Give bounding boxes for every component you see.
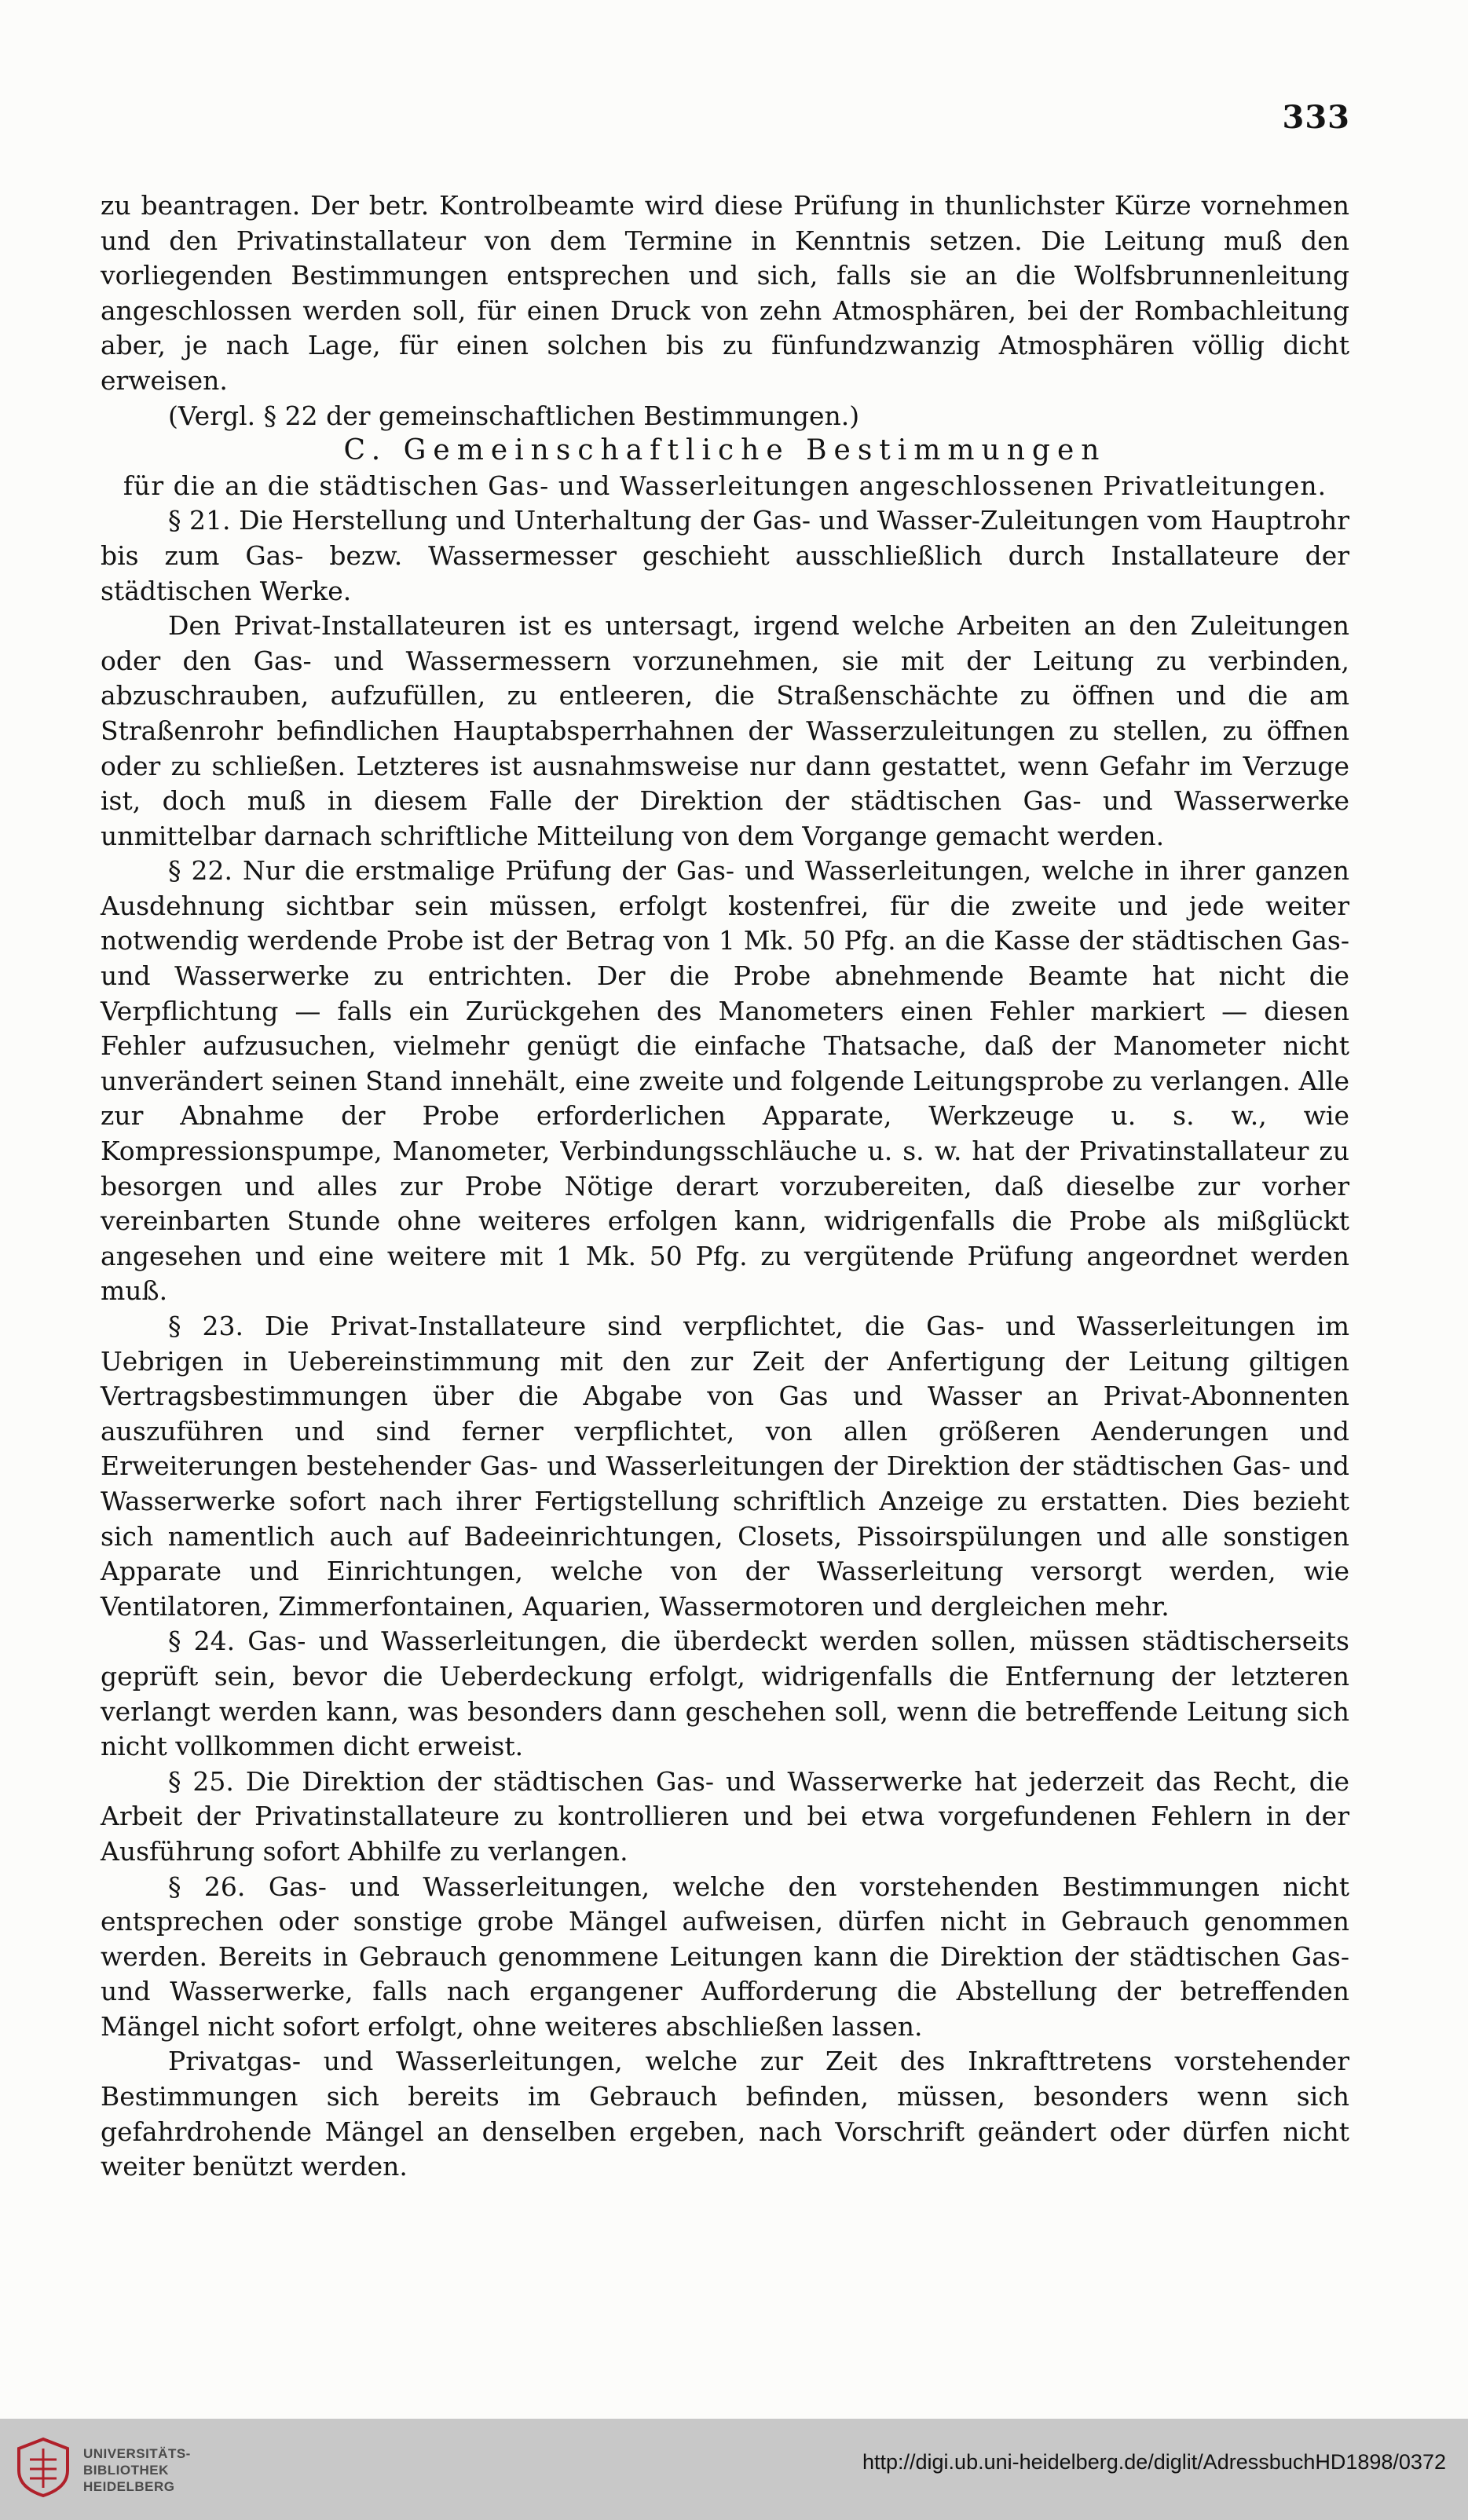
- paragraph-section-26: § 26. Gas- und Wasserleitungen, welche den vorstehenden Bestimmungen nicht entsprechen oder sonstige grobe Mängel aufweisen, dürfen nicht in Gebrauch genommen werden. Bereits in Gebrauch genommene Leitungen kann die Direktion der städtischen Gas- und Wasserwerke, falls nach ergangener Aufforderung die Abstellung der betreffenden Mängel nicht sofort erfolgt, ohne weiteres abschließen lassen.: [101, 1871, 1349, 2042]
- section-subheading: für die an die städtischen Gas- und Wasserleitungen angeschlossenen Privatleitungen.: [123, 470, 1327, 501]
- reference-note: (Vergl. § 22 der gemeinschaftlichen Bestimmungen.): [168, 400, 860, 431]
- university-seal-icon: [14, 2436, 72, 2499]
- paragraph: zu beantragen. Der betr. Kontrolbeamte wird diese Prüfung in thunlichster Kürze vornehmen und den Privatinstallateur von dem Termine in Kenntnis setzen. Die Leitung muß den vorliegenden Bestimmungen entsprechen und sich, falls sie an die Wolfsbrunnenleitung angeschlossen werden soll, für einen Druck von zehn Atmosphären, bei der Rombachleitung aber, je nach Lage, für einen solchen bis zu fünfundzwanzig Atmosphären völlig dicht erweisen.: [101, 190, 1349, 396]
- page-number: 333: [1282, 99, 1350, 136]
- paragraph-section-21: § 21. Die Herstellung und Unterhaltung der Gas- und Wasser-Zuleitungen vom Hauptrohr bis zum Gas- bezw. Wassermesser geschieht ausschließlich durch Installateure der städtischen Werke.: [101, 505, 1349, 606]
- paragraph-section-24: § 24. Gas- und Wasserleitungen, die überdeckt werden sollen, müssen städtischerseits geprüft sein, bevor die Ueberdeckung erfolgt, widrigenfalls die Entfernung der letzteren verlangt werden kann, was besonders dann geschehen soll, wenn die betreffende Leitung sich nicht vollkommen dicht erweist.: [101, 1626, 1349, 1762]
- paragraph-section-22: § 22. Nur die erstmalige Prüfung der Gas- und Wasserleitungen, welche in ihrer ganzen Ausdehnung sichtbar sein müssen, erfolgt kostenfrei, für die zweite und jede weiter notwendig werdende Probe ist der Betrag von 1 Mk. 50 Pfg. an die Kasse der städtischen Gas- und Wasserwerke zu entrichten. Der die Probe abnehmende Beamte hat nicht die Verpflichtung — falls ein Zurückgehen des Manometers einen Fehler markiert — diesen Fehler aufzusuchen, vielmehr genügt die einfache Thatsache, daß der Manometer nicht unverändert seinen Stand innehält, eine zweite und folgende Leitungsprobe zu verlangen. Alle zur Abnahme der Probe erforderlichen Apparate, Werkzeuge u. s. w., wie Kompressionspumpe, Manometer, Verbindungsschläuche u. s. w. hat der Privatinstallateur zu besorgen und alles zur Probe Nötige derart vorzubereiten, daß dieselbe zur vorher vereinbarten Stunde ohne weiteres erfolgen kann, widrigenfalls die Probe als mißglückt angesehen und eine weitere mit 1 Mk. 50 Pfg. zu vergütende Prüfung angeordnet werden muß.: [101, 855, 1349, 1307]
- paragraph: Privatgas- und Wasserleitungen, welche zur Zeit des Inkrafttretens vorstehender Bestimmungen sich bereits im Gebrauch befinden, müssen, besonders wenn sich gefahrdrohende Mängel an denselben ergeben, nach Vorschrift geändert oder dürfen nicht weiter benützt werden.: [101, 2046, 1349, 2182]
- footer-bar: [0, 2419, 1468, 2520]
- source-url-link[interactable]: http://digi.ub.uni-heidelberg.de/diglit/AdressbuchHD1898/0372: [862, 2450, 1446, 2474]
- library-name: UNIVERSITÄTS- BIBLIOTHEK HEIDELBERG: [83, 2446, 191, 2494]
- paragraph-section-25: § 25. Die Direktion der städtischen Gas- und Wasserwerke hat jederzeit das Recht, die Arbeit der Privatinstallateure zu kontrollieren und bei etwa vorgefundenen Fehlern in der Ausführung sofort Abhilfe zu verlangen.: [101, 1765, 1349, 1867]
- paragraph-section-23: § 23. Die Privat-Installateure sind verpflichtet, die Gas- und Wasserleitungen im Uebrigen in Uebereinstimmung mit den zur Zeit der Anfertigung der Leitung giltigen Vertragsbestimmungen über die Abgabe von Gas und Wasser an Privat-Abonnenten auszuführen und sind ferner verpflichtet, von allen größeren Aenderungen und Erweiterungen bestehender Gas- und Wasserleitungen der Direktion der städtischen Gas- und Wasserwerke sofort nach ihrer Fertigstellung schriftlich Anzeige zu erstatten. Dies bezieht sich namentlich auch auf Badeeinrichtungen, Closets, Pissoirspülungen und alle sonstigen Apparate und Einrichtungen, welche von der Wasserleitung versorgt werden, wie Ventilatoren, Zimmerfontainen, Aquarien, Wassermotoren und dergleichen mehr.: [101, 1311, 1349, 1622]
- page-text: [101, 188, 1349, 2185]
- section-heading: C. Gemeinschaftliche Bestimmungen: [343, 434, 1107, 467]
- paragraph: Den Privat-Installateuren ist es untersagt, irgend welche Arbeiten an den Zuleitungen oder den Gas- und Wassermessern vorzunehmen, sie mit der Leitung zu verbinden, abzuschrauben, aufzufüllen, zu entleeren, die Straßenschächte zu öffnen und die am Straßenrohr befindlichen Hauptabsperrhahnen der Wasserzuleitungen zu stellen, zu öffnen oder zu schließen. Letzteres ist ausnahmsweise nur dann gestattet, wenn Gefahr im Verzuge ist, doch muß in diesem Falle der Direktion der städtischen Gas- und Wasserwerke unmittelbar darnach schriftliche Mitteilung von dem Vorgange gemacht werden.: [101, 610, 1349, 851]
